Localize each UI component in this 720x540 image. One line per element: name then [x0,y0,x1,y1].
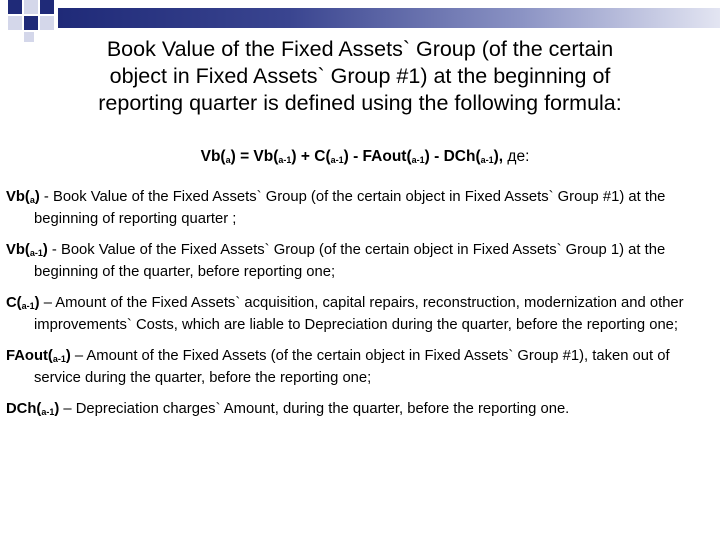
header-gradient-bar [58,8,720,28]
formula-subscript: a [225,155,231,165]
formula-subscript: a-1 [330,155,344,165]
definition-text: – Amount of the Fixed Assets (of the certain object in Fixed Assets` Group #1), taken out of service during the quarter, before the reporting one; [34,348,670,386]
title-line: reporting quarter is defined using the following formula: [98,91,622,115]
formula-part: ) - FAout( [343,148,412,165]
formula-part: ) - DCh( [424,148,481,165]
definition-text: - Book Value of the Fixed Assets` Group (of the certain object in Fixed Assets` Group #1) at the beginning of reporting quarter ; [34,189,666,227]
definition-term: $C(_{a-1})$ [6,295,40,311]
decor-square [40,0,54,14]
formula-subscript: a-1 [480,155,494,165]
definition-item [6,241,702,282]
decor-square [8,16,22,30]
decor-square [8,0,22,14]
formula-part: ), [493,148,504,165]
definition-term: $DCh(_{a-1})$ [6,401,60,417]
definition-text: - Book Value of the Fixed Assets` Group (of the certain object in Fixed Assets` Group 1) at the beginning of the quarter, before reporting one; [34,242,666,280]
decor-square [24,0,38,14]
decor-square [24,16,38,30]
definition-item [6,188,702,229]
formula-part: ) = Vb( [230,148,279,165]
formula-subscript: a-1 [411,155,425,165]
definition-text: – Amount of the Fixed Assets` acquisition, capital repairs, reconstruction, modernization and other improvements` Costs, which are liable to Depreciation during the quarter, before the reporting one; [34,295,684,333]
definition-text: – Depreciation charges` Amount, during the quarter, before the reporting one. [59,401,570,417]
slide-title [40,36,680,117]
definition-item [6,347,702,388]
title-line: object in Fixed Assets` Group #1) at the beginning of [109,64,611,88]
definition-term: $FAout(_{a-1})$ [6,348,71,364]
formula [20,146,710,171]
formula-part: Vb( [200,148,226,165]
decor-square [24,32,34,42]
definition-item [6,294,702,335]
definition-item [6,400,702,422]
formula-subscript: a-1 [278,155,292,165]
definition-term: $Vb(_a)$ [6,189,40,205]
formula-part: ) + C( [291,148,331,165]
definitions-list [6,188,702,434]
formula-tail: де: [503,148,530,165]
decor-square [40,16,54,30]
title-line: Book Value of the Fixed Assets` Group (of the certain [106,37,614,61]
definition-term: $Vb(_{a-1})$ [6,242,48,258]
